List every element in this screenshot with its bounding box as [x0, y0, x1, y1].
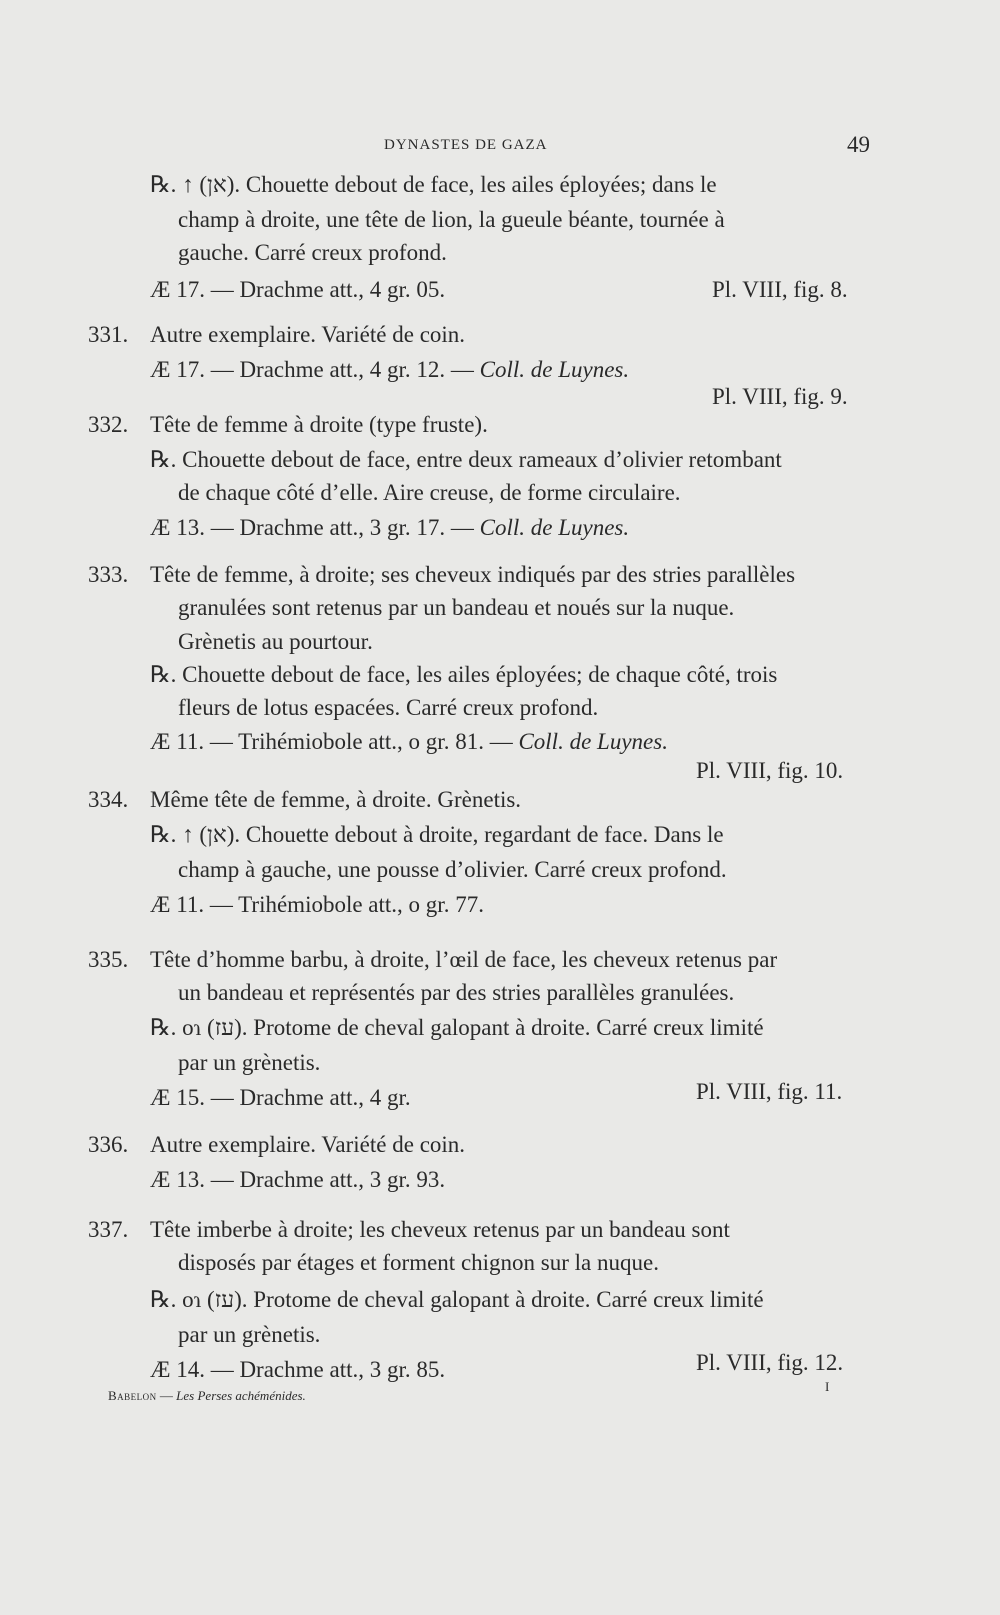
text-line: Tête de femme à droite (type fruste). — [150, 412, 488, 437]
plate-reference: Pl. VIII, fig. 10. — [696, 758, 844, 783]
entry-number: 334. — [88, 787, 129, 812]
text-line: Autre exemplaire. Variété de coin. — [150, 322, 466, 347]
text-line: Æ 13. — Drachme att., 3 gr. 93. — [150, 1167, 446, 1192]
text-line: de chaque côté d’elle. Aire creuse, de forme circulaire. — [178, 480, 681, 505]
plate-reference: Pl. VIII, fig. 11. — [696, 1079, 843, 1104]
text-line: Æ 15. — Drachme att., 4 gr. — [150, 1085, 411, 1110]
text-line: Même tête de femme, à droite. Grènetis. — [150, 787, 522, 812]
text-line: fleurs de lotus espacées. Carré creux profond. — [178, 695, 599, 720]
text-line: Tête imberbe à droite; les cheveux retenus par un bandeau sont — [150, 1217, 730, 1242]
text-line: granulées sont retenus par un bandeau et noués sur la nuque. — [178, 595, 735, 620]
text-line: ℞. ↑ (אן). Chouette debout à droite, regardant de face. Dans le — [150, 822, 724, 847]
text-line: ℞. Chouette debout de face, les ailes éployées; de chaque côté, trois — [150, 662, 778, 687]
entry-number: 331. — [88, 322, 129, 347]
entry-number: 332. — [88, 412, 129, 437]
text-line: disposés par étages et forment chignon sur la nuque. — [178, 1250, 659, 1275]
plate-reference: Pl. VIII, fig. 12. — [696, 1350, 844, 1375]
text-line: ℞. Chouette debout de face, entre deux rameaux d’olivier retombant — [150, 447, 782, 472]
text-line: ℞. oɿ (עז). Protome de cheval galopant à droite. Carré creux limité — [150, 1287, 764, 1312]
signature-mark: I — [825, 1379, 830, 1394]
page-number: 49 — [847, 132, 870, 157]
footer-credit: Babelon — Les Perses achéménides. — [108, 1388, 306, 1403]
entry-number: 335. — [88, 947, 129, 972]
text-line: gauche. Carré creux profond. — [178, 240, 447, 265]
text-line: Æ 17. — Drachme att., 4 gr. 12. — Coll. de Luynes. — [150, 357, 630, 382]
text-line: champ à gauche, une pousse d’olivier. Carré creux profond. — [178, 857, 727, 882]
text-line: Grènetis au pourtour. — [178, 629, 373, 654]
entry-number: 333. — [88, 562, 129, 587]
text-line: Æ 17. — Drachme att., 4 gr. 05. — [150, 277, 446, 302]
text-line: Æ 13. — Drachme att., 3 gr. 17. — Coll. de Luynes. — [150, 515, 630, 540]
text-line: Æ 14. — Drachme att., 3 gr. 85. — [150, 1357, 446, 1382]
collection-name: Coll. de Luynes. — [479, 515, 630, 540]
text-line: par un grènetis. — [178, 1050, 321, 1075]
plate-reference: Pl. VIII, fig. 8. — [712, 277, 848, 302]
running-head: DYNASTES DE GAZA — [384, 137, 548, 153]
collection-name: Coll. de Luynes. — [518, 729, 668, 754]
text-line: un bandeau et représentés par des stries parallèles granulées. — [178, 980, 735, 1005]
plate-reference: Pl. VIII, fig. 9. — [712, 384, 848, 409]
text-line: Æ 11. — Trihémiobole att., o gr. 77. — [150, 892, 484, 917]
text-line: ℞. oɿ (עז). Protome de cheval galopant à droite. Carré creux limité — [150, 1015, 764, 1040]
entry-number: 336. — [88, 1132, 129, 1157]
text-line: Tête de femme, à droite; ses cheveux indiqués par des stries parallèles — [150, 562, 796, 587]
entry-number: 337. — [88, 1217, 129, 1242]
text-line: ℞. ↑ (אן). Chouette debout de face, les ailes éployées; dans le — [150, 172, 717, 197]
text-line: champ à droite, une tête de lion, la gueule béante, tournée à — [178, 207, 725, 232]
text-line: par un grènetis. — [178, 1322, 321, 1347]
text-line: Tête d’homme barbu, à droite, l’œil de face, les cheveux retenus par — [150, 947, 778, 972]
text-line: Æ 11. — Trihémiobole att., o gr. 81. — Coll. de Luynes. — [150, 729, 668, 754]
text-line: Autre exemplaire. Variété de coin. — [150, 1132, 466, 1157]
collection-name: Coll. de Luynes. — [479, 357, 630, 382]
